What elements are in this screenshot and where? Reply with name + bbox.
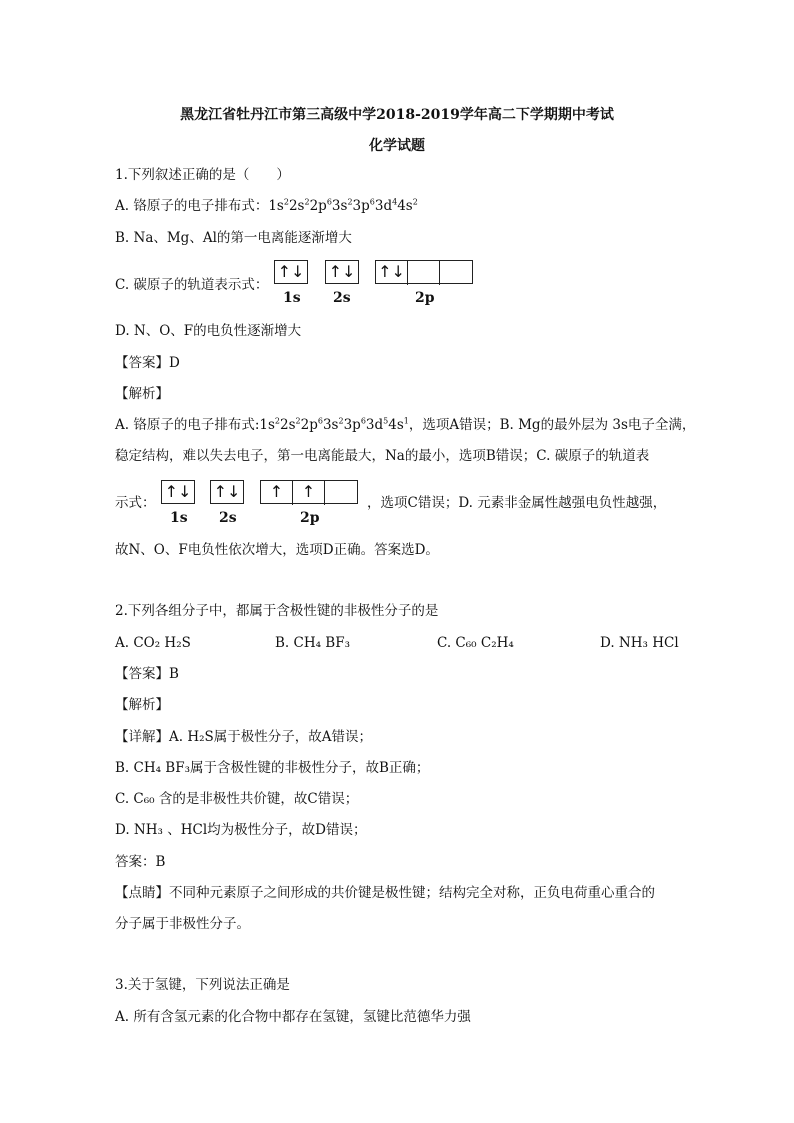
- q2-detail-d: D. NH₃ 、HCl均为极性分子，故D错误；: [115, 822, 367, 838]
- orbital-box-2s: [210, 480, 244, 504]
- q1-option-a-text: A. 铬原子的电子排布式：1s: [115, 198, 284, 214]
- orbital-cell: [440, 261, 472, 285]
- orbital-box-2s: [325, 260, 359, 284]
- orbital-cell: ↑: [261, 481, 293, 505]
- orbital-cell: ↑↓: [376, 261, 408, 285]
- orbital-box-1s: [274, 260, 308, 284]
- orbital-cell: ↑↓: [213, 482, 241, 501]
- q2-option-b: B. CH₄ BF₃: [275, 635, 351, 651]
- orbital-box-1s: [161, 480, 195, 504]
- q1-explanation-line3-prefix: 示式：: [115, 495, 156, 511]
- q3-option-a: A. 所有含氢元素的化合物中都存在氢键，氢键比范德华力强: [115, 1009, 471, 1025]
- q2-detail-a: 【详解】A. H₂S属于极性分子，故A错误；: [115, 729, 373, 745]
- orbital-cell: ↑↓: [277, 262, 305, 281]
- q2-detail-b: B. CH₄ BF₃属于含极性键的非极性分子，故B正确；: [115, 760, 430, 776]
- orbital-label-2p: 2p: [300, 510, 320, 526]
- q2-option-c: C. C₆₀ C₂H₄: [437, 635, 514, 651]
- q2-option-a: A. CO₂ H₂S: [115, 635, 191, 651]
- q1-option-c: C. 碳原子的轨道表示式：: [115, 277, 269, 293]
- q2-answer-final: 答案：B: [115, 854, 166, 870]
- orbital-cell: ↑↓: [164, 482, 192, 501]
- orbital-label-2p: 2p: [415, 290, 435, 306]
- q1-analysis-label: 【解析】: [115, 386, 169, 402]
- q1-explanation-line1-prefix: A. 铬原子的电子排布式:1s: [115, 417, 275, 433]
- q2-detail-c: C. C₆₀ 含的是非极性共价键，故C错误；: [115, 791, 359, 807]
- orbital-box-2p: [375, 260, 473, 284]
- q1-explanation-line1-suffix: ，选项A错误；B. Mg的最外层为 3s电子全满，: [408, 417, 696, 433]
- q3-stem: 3.关于氢键，下列说法正确是: [115, 977, 290, 993]
- document-subtitle: 化学试题: [369, 138, 425, 154]
- orbital-box-2p: [260, 480, 358, 504]
- q1-answer: 【答案】D: [115, 355, 180, 371]
- q1-explanation-line2: 稳定结构，难以失去电子，第一电离能最大，Na的最小，选项B错误；C. 碳原子的轨道表: [115, 448, 650, 464]
- orbital-cell: [325, 481, 357, 505]
- q1-option-b: B. Na、Mg、Al的第一电离能逐渐增大: [115, 230, 352, 246]
- orbital-label-2s: 2s: [219, 510, 237, 526]
- q2-tip-line2: 分子属于非极性分子。: [115, 916, 250, 932]
- q2-option-d: D. NH₃ HCl: [600, 635, 679, 651]
- orbital-label-2s: 2s: [333, 290, 351, 306]
- q1-stem: 1.下列叙述正确的是（ ）: [115, 167, 290, 183]
- q1-option-a: A. 铬原子的电子排布式：$1s^22s^22p^63s^23p^63d^44s^2$: [115, 197, 418, 214]
- q1-explanation-line4: 故N、O、F电负性依次增大，选项D正确。答案选D。: [115, 542, 439, 558]
- orbital-cell: ↑: [293, 481, 325, 505]
- orbital-cell: ↑↓: [328, 262, 356, 281]
- orbital-label-1s: 1s: [283, 290, 301, 306]
- q2-stem: 2.下列各组分子中，都属于含极性键的非极性分子的是: [115, 603, 439, 619]
- q2-answer: 【答案】B: [115, 666, 179, 682]
- orbital-label-1s: 1s: [170, 510, 188, 526]
- q1-explanation-line3-suffix: ，选项C错误；D. 元素非金属性越强电负性越强，: [367, 495, 667, 511]
- q2-tip-line1: 【点睛】不同种元素原子之间形成的共价键是极性键；结构完全对称，正负电荷重心重合的: [115, 885, 655, 901]
- q1-option-d: D. N、O、F的电负性逐渐增大: [115, 323, 302, 339]
- orbital-cell: [408, 261, 440, 285]
- q2-analysis-label: 【解析】: [115, 697, 169, 713]
- document-title: 黑龙江省牡丹江市第三高级中学2018-2019学年高二下学期期中考试: [180, 107, 614, 123]
- q1-explanation-line1: A. 铬原子的电子排布式$:1s^22s^22p^63s^23p^63d^54s^1$，选项A错误；B. Mg的最外层为 3s电子全满，: [115, 416, 696, 433]
